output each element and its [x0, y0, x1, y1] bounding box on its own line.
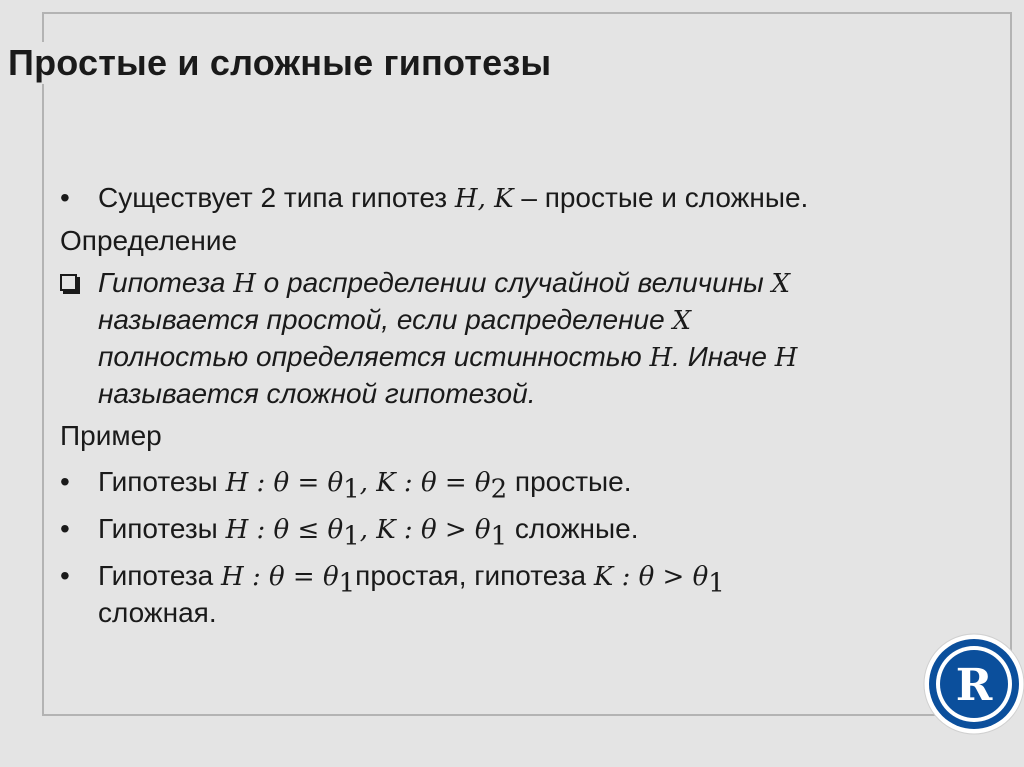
example-heading: Пример — [60, 420, 162, 451]
example-suffix: простые. — [507, 466, 632, 497]
definition-line-1 — [98, 265, 980, 302]
example-item-3-continuation — [60, 595, 980, 631]
bullet-marker: • — [60, 182, 70, 213]
math-subscript: 1 — [343, 521, 360, 552]
definition-line-4: называется сложной гипотезой. — [98, 378, 536, 409]
math-subscript: 1 — [338, 568, 356, 599]
example-suffix: сложные. — [507, 513, 639, 544]
example-label: Гипотеза — [98, 560, 222, 591]
bullet-marker: • — [60, 466, 70, 497]
math-h: H — [649, 343, 673, 373]
intro-text-before: Существует 2 типа гипотез — [98, 182, 455, 213]
math-formula: H : θ = θ — [225, 468, 344, 498]
bullet-marker: • — [60, 513, 70, 544]
intro-text-after: – простые и сложные. — [513, 182, 809, 213]
definition-text: Гипотеза — [98, 267, 234, 298]
definition-heading: Определение — [60, 225, 238, 256]
example-label: Гипотезы — [98, 513, 226, 544]
definition-text: о распределении случайной величины — [255, 267, 772, 298]
math-h: H — [774, 343, 798, 373]
math-subscript: 1 — [490, 521, 508, 552]
bullet-marker: • — [60, 560, 70, 591]
math-h: H — [233, 269, 256, 299]
example-label: Гипотезы — [98, 466, 226, 497]
math-subscript: 2 — [490, 474, 508, 505]
definition-text: . Иначе — [672, 341, 775, 372]
math-subscript: 1 — [343, 474, 360, 505]
math-formula: K : θ > θ — [593, 562, 709, 592]
math-formula: H : θ = θ — [221, 562, 339, 592]
math-x: X — [672, 306, 691, 336]
checkbox-bullet-icon — [60, 274, 77, 291]
intro-math: H, K — [454, 184, 514, 214]
math-x: X — [771, 269, 791, 299]
math-formula: K : θ = θ — [376, 468, 491, 498]
math-formula: H : θ ≤ θ — [225, 515, 344, 545]
definition-block — [60, 265, 980, 412]
intro-bullet — [60, 180, 980, 217]
slide-body — [60, 180, 980, 631]
example-item-1 — [60, 464, 980, 505]
slide-title: Простые и сложные гипотезы — [8, 42, 557, 84]
hse-logo-icon — [922, 632, 1024, 736]
example-item-2 — [60, 511, 980, 552]
definition-line-3 — [98, 339, 980, 376]
example-middle: простая, гипотеза — [355, 560, 594, 591]
definition-text: полностью определяется истинностью — [98, 341, 650, 372]
math-formula: K : θ > θ — [376, 515, 491, 545]
definition-line-2 — [98, 302, 980, 339]
example-item-3 — [60, 558, 980, 599]
definition-text: называется простой, если распределение — [98, 304, 673, 335]
math-comma: , — [359, 515, 377, 545]
math-comma: , — [359, 468, 377, 498]
math-subscript: 1 — [708, 568, 725, 599]
logo-letter: R — [955, 660, 993, 711]
example-continuation: сложная. — [98, 597, 217, 628]
